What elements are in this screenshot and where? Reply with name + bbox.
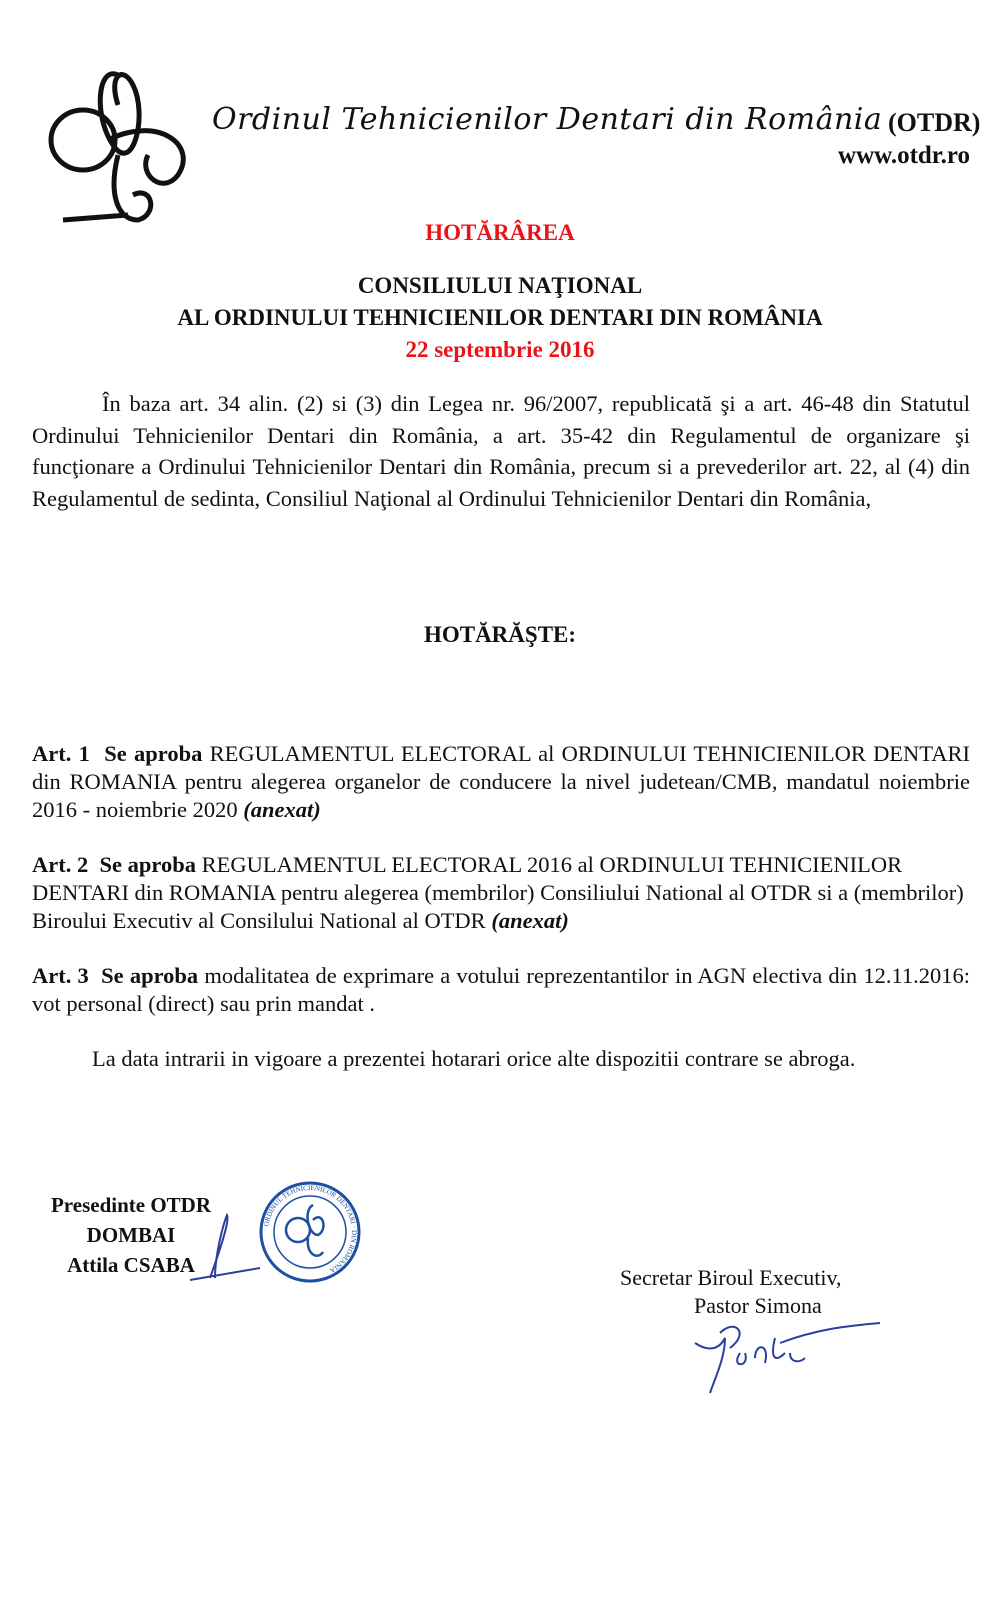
- article-3: Art. 3 Se aproba modalitatea de exprimare a votului reprezentantilor in AGN electiva din 12.11.2016: vot personal (direct) sau prin mandat .: [32, 963, 971, 1016]
- secretary-signature: [690, 1318, 890, 1398]
- article-2: Art. 2 Se aproba REGULAMENTUL ELECTORAL 2016 al ORDINULUI TEHNICIENILOR DENTARI din ROMANIA pentru alegerea (membrilor) Consiliului National al OTDR si a (membrilor) Biroului Executiv al Consilului National al OTDR (anexat): [32, 852, 964, 933]
- svg-text:ORDINUL TEHNICIENILOR DENTARI: ORDINUL TEHNICIENILOR DENTARI · DIN ROMANIA: [262, 1183, 359, 1275]
- decides-heading: HOTĂRĂŞTE:: [423, 622, 577, 647]
- org-name: Ordinul Tehnicienilor Dentari din România: [212, 102, 883, 137]
- president-block: Presedinte OTDR DOMBAI Attila CSABA: [50, 1193, 211, 1277]
- website-link[interactable]: www.otdr.ro: [838, 142, 970, 169]
- decision-heading: HOTĂRÂREA: [425, 220, 575, 245]
- secretary-name: Pastor Simona: [694, 1293, 822, 1318]
- secretary-title: Secretar Biroul Executiv,: [620, 1265, 842, 1290]
- order-heading: AL ORDINULUI TEHNICIENILOR DENTARI DIN ROMÂNIA: [177, 305, 823, 330]
- decision-date: 22 septembrie 2016: [405, 337, 595, 362]
- president-signature: [185, 1210, 265, 1285]
- closing-statement: La data intrarii in vigoare a prezentei hotarari orice alte dispozitii contrare se abroga.: [92, 1046, 856, 1071]
- article-1: Art. 1 Se aproba REGULAMENTUL ELECTORAL al ORDINULUI TEHNICIENILOR DENTARI din ROMANIA pentru alegerea organelor de conducere la nivel judetean/CMB, mandatul noiembrie 2016 - noiembrie 2020 (anexat): [32, 741, 970, 822]
- otdr-logo: [38, 55, 198, 230]
- official-stamp: [258, 1180, 362, 1284]
- preamble: În baza art. 34 alin. (2) si (3) din Legea nr. 96/2007, republicată şi a art. 46-48 din Statutul Ordinului Tehnicienilor Dentari din România, a art. 35-42 din Regulamentul de organizare şi funcţionare a Ordinului Tehnicienilor Dentari din România, precum si a prevederilor art. 22, al (4) din Regulamentul de sedinta, Consiliul Naţional al Ordinului Tehnicienilor Dentari din România,: [32, 391, 970, 511]
- council-heading: CONSILIULUI NAŢIONAL: [357, 273, 643, 298]
- org-abbr: (OTDR): [888, 108, 981, 137]
